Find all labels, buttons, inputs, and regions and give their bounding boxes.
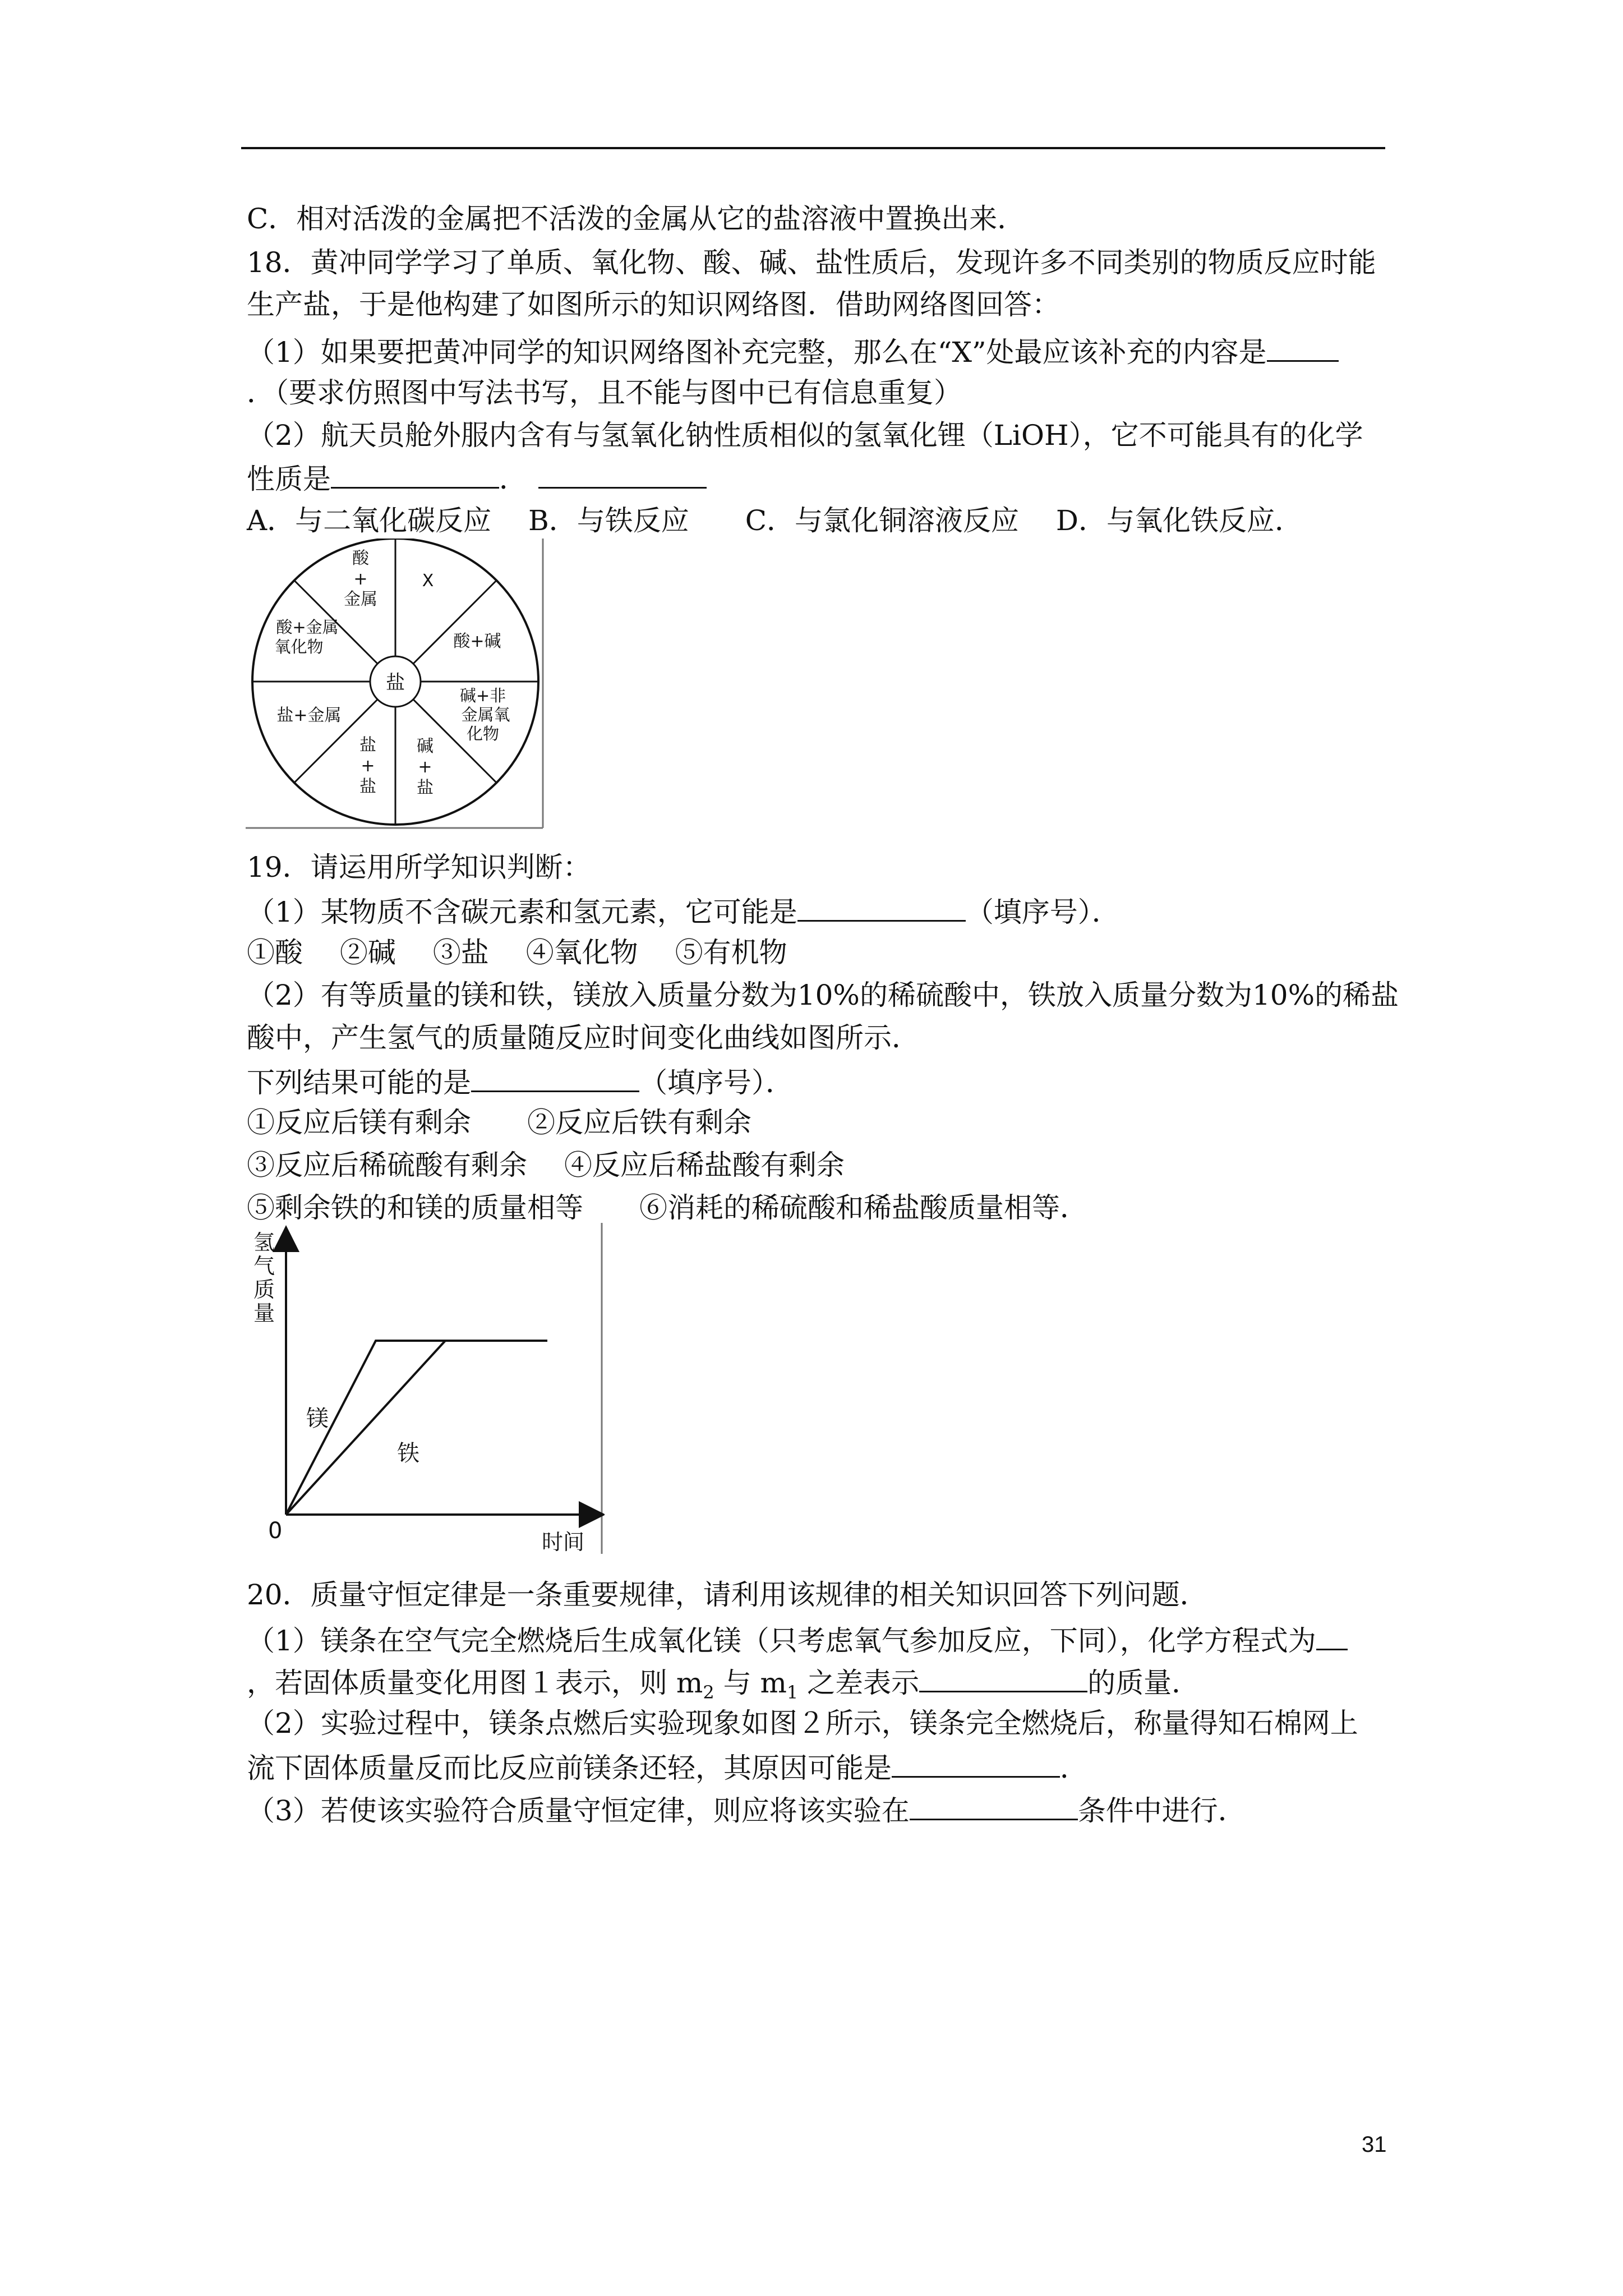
q19-part1-text: （1）某物质不含碳元素和氢元素，它可能是 <box>247 896 797 928</box>
q18-part1-line2: ．（要求仿照图中写法书写，且不能与图中已有信息重复） <box>247 376 962 409</box>
q20-part3-text: （3）若使该实验符合质量守恒定律，则应将该实验在 <box>247 1795 910 1827</box>
q18-blank-property-2[interactable] <box>538 455 707 489</box>
q18-knowledge-wheel <box>246 539 548 830</box>
q20-part3 <box>247 1787 1246 1830</box>
wheel-seg-acid-metal-2: + <box>353 569 368 589</box>
q20-part1-suffix: 的质量． <box>1087 1667 1200 1699</box>
q19-part1-options: ①酸 ②碱 ③盐 ④氧化物 ⑤有机物 <box>247 936 787 969</box>
graph-ylabel-4: 量 <box>253 1301 275 1326</box>
q20-part1-text: （1）镁条在空气完全燃烧后生成氧化镁（只考虑氧气参加反应，下同），化学方程式为 <box>247 1625 1316 1657</box>
wheel-seg-acid-metal-1: 酸 <box>352 549 369 568</box>
wheel-seg-acid-metal-3: 金属 <box>344 590 377 609</box>
graph-ylabel-2: 气 <box>253 1254 275 1278</box>
q19-part2-text: 下列结果可能的是 <box>247 1066 471 1099</box>
q19-blank-part1[interactable] <box>797 889 966 922</box>
wheel-seg-base-nonmetal-oxide-3: 化物 <box>466 724 500 743</box>
q20-blank-reason[interactable] <box>892 1745 1060 1778</box>
graph-label-mg: 镁 <box>306 1406 329 1432</box>
q18-part1-line1 <box>247 329 1339 371</box>
q20-subscript-1: 1 <box>786 1682 799 1703</box>
q19-hydrogen-graph <box>246 1223 605 1559</box>
q20-part1-m-text: ，若固体质量变化用图１表示，则 m <box>247 1667 703 1699</box>
q18-stem-line1: 18．黄冲同学学习了单质、氧化物、酸、碱、盐性质后，发现许多不同类别的物质反应时能 <box>247 246 1376 279</box>
wheel-seg-base-salt-3: 盐 <box>417 778 434 798</box>
graph-xlabel: 时间 <box>542 1530 585 1554</box>
wheel-seg-base-salt-2: + <box>418 757 432 777</box>
graph-origin-label: 0 <box>268 1518 283 1544</box>
q20-part1-line1 <box>247 1617 1348 1660</box>
q18-blank-property-1[interactable] <box>331 455 499 489</box>
wheel-seg-base-nonmetal-oxide-1: 碱+非 <box>459 686 506 705</box>
wheel-seg-x: X <box>422 571 434 591</box>
q18-part1-text: （1）如果要把黄冲同学的知识网络图补充完整，那么在“X”处最应该补充的内容是 <box>247 336 1267 369</box>
q18-options: A．与二氧化碳反应 B．与铁反应 C．与氯化铜溶液反应 D．与氧化铁反应． <box>247 504 1303 537</box>
q19-options-line3: ⑤剩余铁的和镁的质量相等 ⑥消耗的稀硫酸和稀盐酸质量相等． <box>247 1191 1088 1224</box>
graph-ylabel-1: 氢 <box>253 1230 275 1255</box>
q20-part1-and-m: 与 m <box>714 1667 787 1699</box>
wheel-center-label: 盐 <box>386 671 405 694</box>
q19-part1 <box>247 889 1120 931</box>
q18-part2-separator: ． <box>499 463 527 495</box>
q20-part2-line1: （2）实验过程中，镁条点燃后实验现象如图２所示，镁条完全燃烧后，称量得知石棉网上 <box>247 1707 1358 1740</box>
graph-ylabel-3: 质 <box>253 1277 275 1302</box>
q18-stem-line2: 生产盐，于是他构建了如图所示的知识网络图．借助网络图回答： <box>247 288 1060 321</box>
q19-part2-line3 <box>247 1059 794 1102</box>
q20-stem: 20．质量守恒定律是一条重要规律，请利用该规律的相关知识回答下列问题． <box>247 1579 1208 1611</box>
q17-option-c: C．相对活泼的金属把不活泼的金属从它的盐溶液中置换出来． <box>247 203 1026 235</box>
q20-blank-mass[interactable] <box>919 1659 1087 1692</box>
q18-part2-prefix: 性质是 <box>247 463 331 495</box>
q18-part2-line1: （2）航天员舱外服内含有与氢氧化钠性质相似的氢氧化锂（LiOH），它不可能具有的化学 <box>247 419 1363 452</box>
q20-part1-line2 <box>247 1659 1200 1702</box>
wheel-seg-salt-salt-3: 盐 <box>359 777 376 797</box>
wheel-seg-acid-base: 酸+碱 <box>453 632 501 651</box>
page-number: 31 <box>1362 2132 1387 2157</box>
q19-options-line1: ①反应后镁有剩余 ②反应后铁有剩余 <box>247 1106 751 1139</box>
q18-part2-line2 <box>247 455 707 498</box>
wheel-seg-base-salt-1: 碱 <box>417 737 434 756</box>
wheel-seg-acid-metal-oxide-2: 氧化物 <box>274 637 324 656</box>
q19-stem: 19．请运用所学知识判断： <box>247 851 591 884</box>
q20-part2-line2 <box>247 1745 1088 1787</box>
q20-part1-difference: 之差表示 <box>798 1667 920 1699</box>
wheel-seg-salt-metal: 盐+金属 <box>276 706 342 725</box>
q20-subscript-2: 2 <box>703 1682 714 1703</box>
q20-blank-equation[interactable] <box>1316 1617 1348 1650</box>
q19-part2-line2: 酸中，产生氢气的质量随反应时间变化曲线如图所示． <box>247 1022 920 1054</box>
q20-blank-condition[interactable] <box>910 1787 1078 1820</box>
header-rule <box>241 147 1385 149</box>
q19-part2-line1: （2）有等质量的镁和铁，镁放入质量分数为10%的稀硫酸中，铁放入质量分数为10%的稀盐 <box>247 979 1399 1011</box>
wheel-seg-salt-salt-2: + <box>361 756 375 776</box>
q20-part2-suffix: ． <box>1060 1752 1088 1784</box>
q20-part2-text: 流下固体质量反而比反应前镁条还轻，其原因可能是 <box>247 1752 892 1784</box>
wheel-seg-salt-salt-1: 盐 <box>359 735 376 755</box>
wheel-seg-base-nonmetal-oxide-2: 金属氧 <box>461 705 510 724</box>
q19-options-line2: ③反应后稀硫酸有剩余 ④反应后稀盐酸有剩余 <box>247 1149 845 1181</box>
q19-part1-suffix: （填序号）． <box>965 896 1120 928</box>
q20-part3-suffix: 条件中进行． <box>1077 1795 1246 1827</box>
graph-label-fe: 铁 <box>397 1441 419 1466</box>
q18-blank-x[interactable] <box>1267 329 1339 362</box>
wheel-seg-acid-metal-oxide-1: 酸+金属 <box>276 618 339 637</box>
q19-blank-part2[interactable] <box>471 1059 639 1092</box>
q19-part2-suffix: （填序号）． <box>639 1066 794 1099</box>
